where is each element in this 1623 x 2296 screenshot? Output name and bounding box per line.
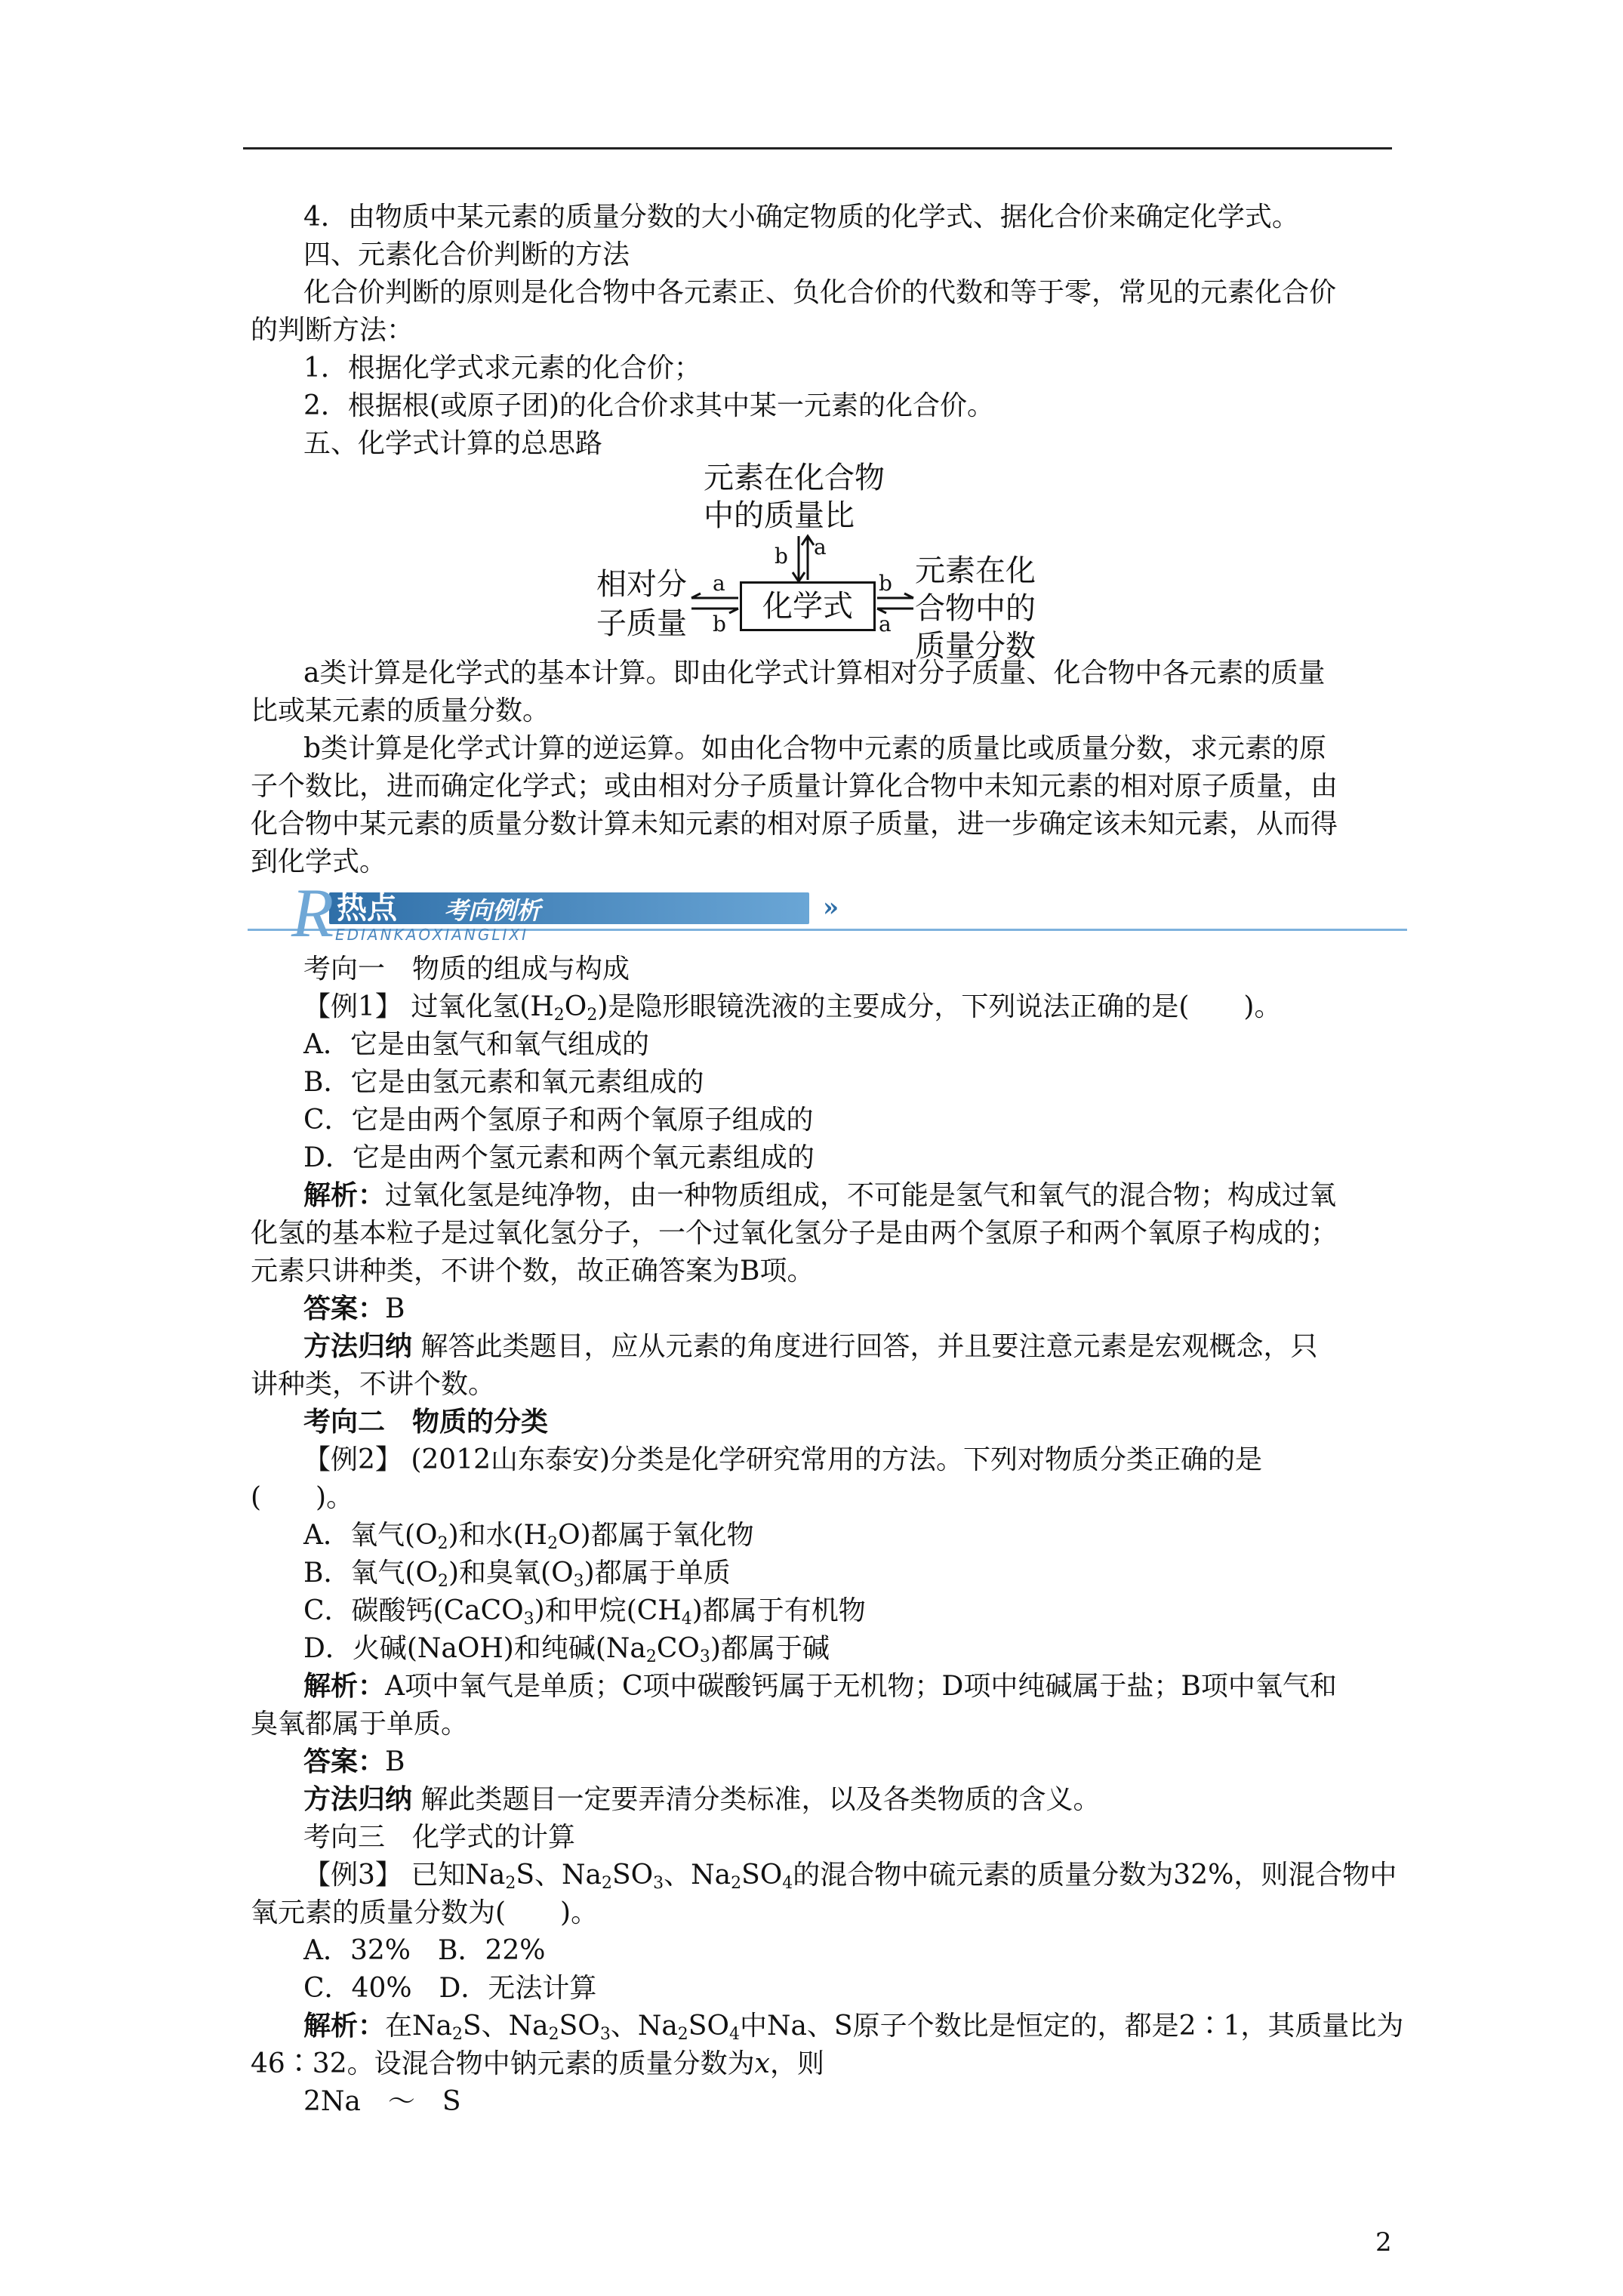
answer: 答案：B bbox=[303, 1746, 405, 1777]
method-summary: 方法归纳 解答此类题目，应从元素的角度进行回答，并且要注意元素是宏观概念，只 bbox=[303, 1331, 1318, 1362]
diagram-right-label-2: 合物中的 bbox=[915, 591, 1036, 626]
text-line: 4．由物质中某元素的质量分数的大小确定物质的化学式、据化合价来确定化学式。 bbox=[303, 202, 1299, 233]
diagram-arrow-label: a bbox=[814, 535, 827, 559]
text-line: 子个数比，进而确定化学式；或由相对分子质量计算化合物中未知元素的相对原子质量，由 bbox=[251, 771, 1338, 802]
text-line: b类计算是化学式计算的逆运算。如由化合物中元素的质量比或质量分数，求元素的原 bbox=[303, 733, 1327, 764]
diagram-arrows bbox=[0, 0, 1623, 755]
banner-bar bbox=[329, 892, 809, 924]
section-heading: 四、元素化合价判断的方法 bbox=[303, 239, 630, 270]
analysis: 化氢的基本粒子是过氧化氢分子，一个过氧化氢分子是由两个氢原子和两个氧原子构成的； bbox=[251, 1218, 1338, 1249]
option-b: B．氧气$(O_2)$和臭氧$(O_3)$都属于单质 bbox=[303, 1558, 731, 1591]
hotspot-banner bbox=[248, 874, 1407, 951]
diagram-arrow-label: a bbox=[879, 612, 892, 636]
diagram-arrow-label: b bbox=[879, 571, 892, 596]
diagram-arrow-label: b bbox=[713, 612, 726, 636]
double-chevron-icon: » bbox=[823, 892, 839, 923]
diagram-top-label-2: 中的质量比 bbox=[704, 498, 855, 533]
diagram-right-label-3: 质量分数 bbox=[915, 629, 1036, 664]
analysis: 解析：过氧化氢是纯净物，由一种物质组成，不可能是氢气和氧气的混合物；构成过氧 bbox=[303, 1180, 1337, 1211]
diagram-left-label-1: 相对分 bbox=[596, 567, 687, 602]
banner-subtitle: 考向例析 bbox=[444, 896, 541, 925]
text-line: 到化学式。 bbox=[251, 846, 387, 877]
text-line: 的判断方法： bbox=[251, 315, 414, 346]
diagram-arrow-label: a bbox=[713, 571, 725, 596]
banner-pinyin: EDIANKAOXIANGLIXI bbox=[335, 926, 528, 944]
text-line: 1．根据化学式求元素的化合价； bbox=[303, 353, 701, 384]
option-c: C．它是由两个氢原子和两个氧原子组成的 bbox=[303, 1105, 814, 1136]
banner-title: 热点 bbox=[337, 891, 397, 926]
option-c: C．碳酸钙(CaCO$_3$)和甲烷$(CH_4)$都属于有机物 bbox=[303, 1595, 866, 1629]
text-line: 比或某元素的质量分数。 bbox=[251, 695, 550, 726]
diagram-top-label-1: 元素在化合物 bbox=[704, 461, 885, 495]
option-a: A．氧气$(O_2)$和水$(H_2O)$都属于氧化物 bbox=[303, 1520, 754, 1553]
example-question: 氧元素的质量分数为( )。 bbox=[251, 1897, 599, 1928]
header-rule bbox=[243, 147, 1392, 149]
analysis: 元素只讲种类，不讲个数，故正确答案为B项。 bbox=[251, 1256, 815, 1287]
analysis: 解析：在$Na_2S$、$Na_2SO_3$、$Na_2SO_4$中Na、S原子个数比是恒定的，都是2∶1，其质量比为 bbox=[303, 2011, 1404, 2044]
text-line: 化合物中某元素的质量分数计算未知元素的相对原子质量，进一步确定该未知元素，从而得 bbox=[251, 809, 1338, 840]
page-number: 2 bbox=[1375, 2227, 1392, 2257]
example-question: 【例2】 (2012山东泰安)分类是化学研究常用的方法。下列对物质分类正确的是 bbox=[303, 1444, 1263, 1475]
example-question: ( )。 bbox=[251, 1482, 354, 1513]
banner-logo-letter: R bbox=[291, 874, 334, 951]
option-b: B．它是由氢元素和氧元素组成的 bbox=[303, 1067, 704, 1098]
option-d: D．它是由两个氢元素和两个氧元素组成的 bbox=[303, 1142, 815, 1173]
equation: 2Na ～ S bbox=[303, 2086, 461, 2117]
topic-heading: 考向三 化学式的计算 bbox=[303, 1822, 576, 1853]
options-cd: C．40% D．无法计算 bbox=[303, 1973, 597, 2004]
method-summary: 讲种类，不讲个数。 bbox=[251, 1369, 496, 1400]
analysis: 臭氧都属于单质。 bbox=[251, 1709, 469, 1740]
method-summary: 方法归纳 解此类题目一定要弄清分类标准，以及各类物质的含义。 bbox=[303, 1784, 1101, 1815]
example-question: 【例1】 过氧化氢$(H_2O_2)$是隐形眼镜洗液的主要成分，下列说法正确的是( )。 bbox=[303, 991, 1282, 1025]
topic-heading: 考向一 物质的组成与构成 bbox=[303, 954, 630, 985]
text-line: 化合价判断的原则是化合物中各元素正、负化合价的代数和等于零，常见的元素化合价 bbox=[303, 277, 1337, 308]
analysis: 解析：A项中氧气是单质；C项中碳酸钙属于无机物；D项中纯碱属于盐；B项中氧气和 bbox=[303, 1671, 1337, 1702]
diagram-left-label-2: 子质量 bbox=[596, 606, 687, 641]
text-line: 2．根据根(或原子团)的化合价求其中某一元素的化合价。 bbox=[303, 390, 994, 421]
example-question: 【例3】 已知$Na_2S$、$Na_2SO_3$、$Na_2SO_4$的混合物中硫元素的质量分数为32%，则混合物中 bbox=[303, 1860, 1397, 1893]
diagram-center-box: 化学式 bbox=[740, 581, 876, 631]
diagram-right-label-1: 元素在化 bbox=[915, 553, 1036, 588]
option-a: A．它是由氢气和氧气组成的 bbox=[303, 1029, 649, 1060]
options-ab: A．32% B．22% bbox=[303, 1935, 546, 1966]
diagram-arrow-label: b bbox=[775, 544, 788, 569]
text-line: a类计算是化学式的基本计算。即由化学式计算相对分子质量、化合物中各元素的质量 bbox=[303, 658, 1326, 689]
option-d: D．火碱(NaOH)和纯碱$(Na_2CO_3)$都属于碱 bbox=[303, 1633, 830, 1666]
section-heading: 五、化学式计算的总思路 bbox=[303, 428, 603, 459]
answer: 答案：B bbox=[303, 1293, 405, 1324]
topic-heading: 考向二 物质的分类 bbox=[303, 1407, 549, 1438]
analysis: 46∶32。设混合物中钠元素的质量分数为x，则 bbox=[251, 2048, 824, 2079]
